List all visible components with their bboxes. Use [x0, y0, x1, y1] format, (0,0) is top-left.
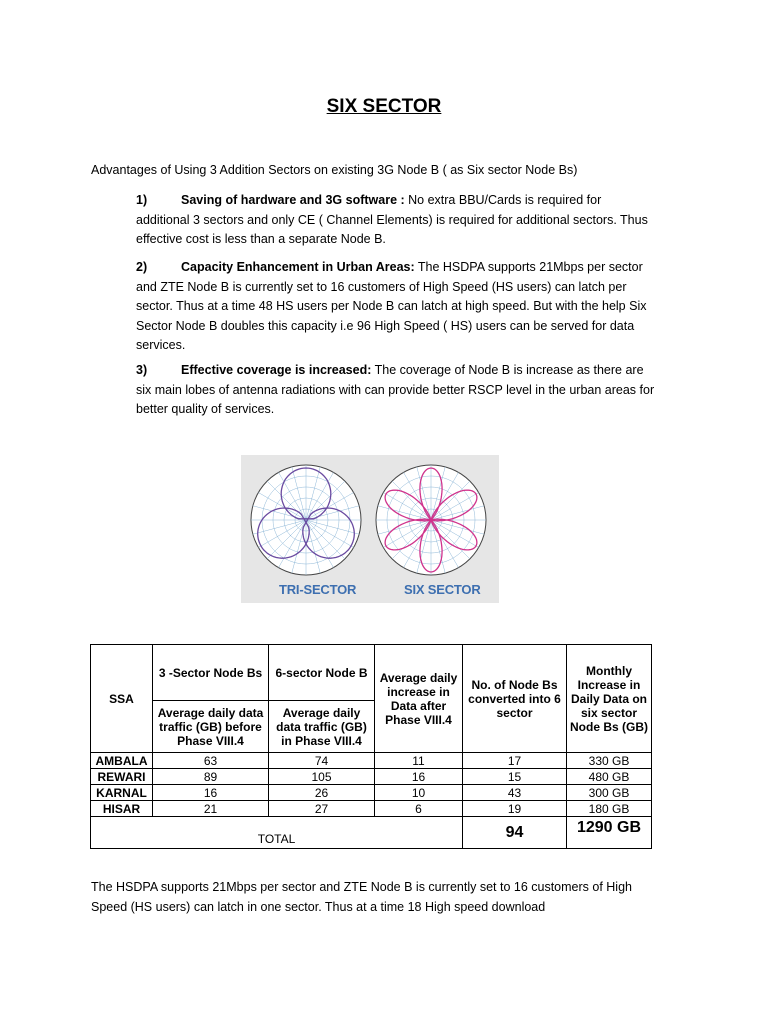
tri-sector-label: TRI-SECTOR: [279, 582, 357, 597]
point-heading: Capacity Enhancement in Urban Areas:: [181, 260, 415, 274]
page-title: SIX SECTOR: [326, 96, 442, 117]
closing-paragraph: The HSDPA supports 21Mbps per sector and ZTE Node B is currently set to 16 customers of High Speed (HS users) can latch in one sector. Thus at a time 18 High speed download: [91, 880, 632, 914]
antenna-pattern-figure: [241, 455, 499, 603]
cell-three-sector: 21: [153, 801, 269, 817]
table-row: [91, 753, 652, 769]
table-row: [91, 785, 652, 801]
cell-ssa: AMBALA: [91, 753, 153, 769]
cell-increase: 6: [375, 801, 463, 817]
cell-monthly: 300 GB: [567, 785, 652, 801]
tri-sector-grid: [251, 465, 361, 575]
cell-six-sector: 26: [269, 785, 375, 801]
point-body: No extra BBU/Cards is required for additional 3 sectors and only CE ( Channel Elements) is required for additional sectors. Thus effective cost is less than a separate Node B.: [136, 193, 648, 246]
point-number: 2): [136, 260, 148, 274]
cell-count: 43: [463, 785, 567, 801]
cell-count: 19: [463, 801, 567, 817]
advantage-point-3: [136, 361, 656, 420]
cell-monthly: 480 GB: [567, 769, 652, 785]
cell-ssa: KARNAL: [91, 785, 153, 801]
point-body: The HSDPA supports 21Mbps per sector and ZTE Node B is currently set to 16 customers of High Speed (HS users) can latch per sector. Thus at a time 48 HS users per Node B can latch at high speed. But with the help Six Sector Node B doubles this capacity i.e 96 High Speed ( HS) users can be served for data services.: [136, 260, 647, 352]
point-body: The coverage of Node B is increase as there are six main lobes of antenna radiations with can provide better RSCP level in the urban areas for better quality of services.: [136, 363, 655, 416]
six-sector-label: SIX SECTOR: [404, 582, 481, 597]
advantage-point-2: [136, 258, 656, 356]
cell-ssa: REWARI: [91, 769, 153, 785]
point-number: 1): [136, 193, 148, 207]
point-number: 3): [136, 363, 148, 377]
total-monthly: 1290 GB: [567, 817, 652, 849]
cell-increase: 10: [375, 785, 463, 801]
cell-six-sector: 105: [269, 769, 375, 785]
header-three-sector-sub: Average daily data traffic (GB) before Phase VIII.4: [153, 701, 269, 753]
header-node-count: No. of Node Bs converted into 6 sector: [463, 645, 567, 753]
cell-three-sector: 89: [153, 769, 269, 785]
table-row: [91, 801, 652, 817]
cell-count: 15: [463, 769, 567, 785]
cell-count: 17: [463, 753, 567, 769]
header-six-sector: 6-sector Node B: [269, 645, 375, 701]
data-table: [90, 644, 652, 849]
point-heading: Saving of hardware and 3G software :: [181, 193, 405, 207]
total-node-count: 94: [463, 817, 567, 849]
header-three-sector: 3 -Sector Node Bs: [153, 645, 269, 701]
cell-three-sector: 63: [153, 753, 269, 769]
antenna-pattern-diagram: [241, 455, 499, 603]
total-row: [91, 817, 652, 849]
advantage-point-1: [136, 191, 656, 250]
point-heading: Effective coverage is increased:: [181, 363, 372, 377]
cell-increase: 11: [375, 753, 463, 769]
total-label: TOTAL: [91, 817, 463, 849]
header-ssa: SSA: [91, 645, 153, 753]
header-daily-increase: Average daily increase in Data after Phase VIII.4: [375, 645, 463, 753]
cell-six-sector: 27: [269, 801, 375, 817]
header-six-sector-sub: Average daily data traffic (GB) in Phase VIII.4: [269, 701, 375, 753]
intro-paragraph: Advantages of Using 3 Addition Sectors on existing 3G Node B ( as Six sector Node Bs): [91, 163, 578, 177]
cell-increase: 16: [375, 769, 463, 785]
cell-monthly: 180 GB: [567, 801, 652, 817]
cell-six-sector: 74: [269, 753, 375, 769]
cell-three-sector: 16: [153, 785, 269, 801]
cell-ssa: HISAR: [91, 801, 153, 817]
table-row: [91, 769, 652, 785]
header-monthly-increase: Monthly Increase in Daily Data on six sector Node Bs (GB): [567, 645, 652, 753]
cell-monthly: 330 GB: [567, 753, 652, 769]
